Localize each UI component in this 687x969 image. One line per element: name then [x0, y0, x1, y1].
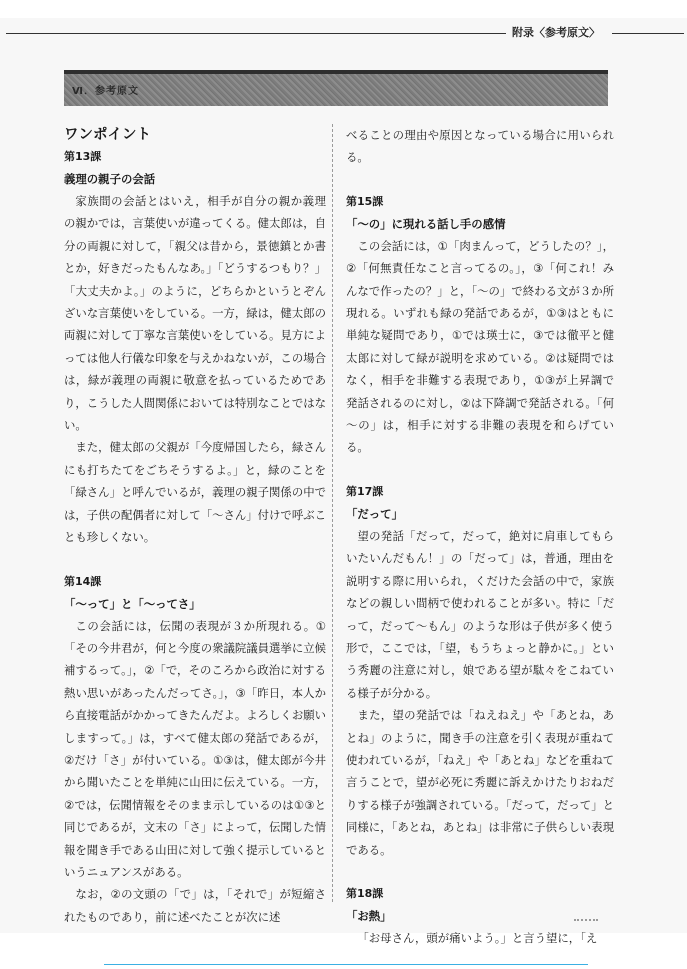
lesson-number: 第18課: [346, 886, 384, 900]
right-column: [346, 124, 614, 949]
lesson-17: [346, 481, 614, 861]
lesson-15: [346, 191, 614, 459]
column-divider: [332, 124, 333, 902]
paragraph: また，健太郎の父親が「今度帰国したら，緑さんにも打ちたてをごちそうするよ。」と，緑のことを「緑さん」と呼んでいるが，義理の親子関係の中では，子供の配偶者に対して「～さん」付けで呼ぶことも珍しくない。: [64, 440, 326, 545]
paragraph-continuation: べることの理由や原因となっている場合に用いられる。: [346, 128, 614, 165]
paragraph: また，望の発話では「ねえねえ」や「あとね，あとね」のように，聞き手の注意を引く表現が重ねて使われているが，「ねえ」や「あとね」などを重ねて言うことで，望が必死に秀麗に訴えかけたりおねだりする様子が強調されている。「だって，だって」と同様に，「あとね，あとね」は非常に子供らしい表現である。: [346, 708, 614, 857]
paragraph: 「お母さん，頭が痛いよう。」と言う望に，「え: [357, 930, 598, 945]
lesson-title: 「お熱」: [346, 908, 392, 923]
lesson-14: [64, 571, 326, 929]
paragraph: この会話には，①「肉まんって，どうしたの？」，②「何無責任なこと言ってるの。」，③「何これ！みんなで作ったの？」と，「～の」で終わる文が３か所現れる。いずれも緑の発話であるが，①③はともに単純な疑問であり，①では瑛士に，③では徹平と健太郎に対して緑が説明を求めている。②は疑問ではなく，相手を非難する表現であり，①③が上昇調で発話されるのに対し，②は下降調で発話される。「何～の」は，相手に対する非難の表現を和らげている。: [346, 238, 614, 455]
paragraph: なお，②の文頭の「で」は，「それで」が短縮されたものであり，前に述べたことが次に述: [64, 887, 326, 924]
bottom-rule: [104, 964, 588, 965]
paragraph: 望の発話「だって，だって，絶対に肩車してもらいたいんだもん！」の「だって」は，普通，理由を説明する際に用いられ，くだけた会話の中で，家族などの親しい間柄で使われることが多い。特に「だって，だって～もん」のような形は子供が多く使う形で，ここでは，「望，もうちょっと静かに。」という秀麗の注意に対し，娘である望が駄々をこねている様子が分かる。: [346, 528, 614, 700]
running-head: [6, 24, 687, 44]
paragraph: この会話には，伝聞の表現が３か所現れる。①「その今井君が，何と今度の衆議院議員選挙に立候補するって。」，②「で，そのころから政治に対する熱い思いがあったんだってさ。」，③「昨日，本人から直接電話がかかってきたんだよ。よろしくお願いしますって。」は，すべて健太郎の発話であるが，②だけ「さ」が付いている。①③は，健太郎が今井から聞いたことを単純に山田に伝えている。一方，②では，伝聞情報をそのまま示しているのは①③と同じであるが，文末の「さ」によって，伝聞した情報を聞き手である山田に対して強く提示しているというニュアンスがある。: [64, 618, 326, 879]
section-banner-label: Ⅵ．参考原文: [72, 86, 139, 97]
left-column: [64, 124, 326, 928]
lesson-number: 第17課: [346, 484, 384, 498]
section-heading: ワンポイント: [64, 127, 151, 143]
spacer: [346, 169, 614, 191]
lesson-18: [346, 883, 614, 949]
header-rule-right: [612, 33, 684, 34]
lesson-number: 第15課: [346, 194, 384, 208]
section-banner: [64, 70, 608, 106]
spacer: [64, 549, 326, 571]
lesson-number: 第14課: [64, 574, 102, 588]
lesson-number: 第13課: [64, 150, 102, 163]
lesson-13: [64, 146, 326, 549]
lesson-title: 義理の親子の会話: [64, 172, 156, 186]
header-rule-left: [6, 33, 506, 34]
spacer: [346, 861, 614, 883]
lesson-title: 「だって」: [346, 506, 403, 521]
lesson-title: 「～の」に現れる話し手の感情: [346, 216, 506, 231]
page-number-fragment: [574, 919, 598, 924]
paragraph: 家族間の会話とはいえ，相手が自分の親か義理の親かでは，言葉使いが違ってくる。健太郎は，自分の両親に対して，「親父は昔から，景徳鎮とか書とか，好きだったもんなあ。」「どうするつもり？」「大丈夫かよ。」のように，どちらかというとぞんざいな言葉使いをしている。一方，緑は，健太郎の両親に対して丁寧な言葉使いをしている。見方によっては他人行儀な印象を与えかねないが，この場合は，緑が義理の両親に敬意を払っているためであり，こうした人間関係においては特別なことではない。: [64, 194, 326, 433]
spacer: [346, 459, 614, 481]
lesson-title: 「～って」と「～ってさ」: [64, 596, 201, 611]
running-head-title: 附录〈参考原文〉: [512, 26, 600, 39]
